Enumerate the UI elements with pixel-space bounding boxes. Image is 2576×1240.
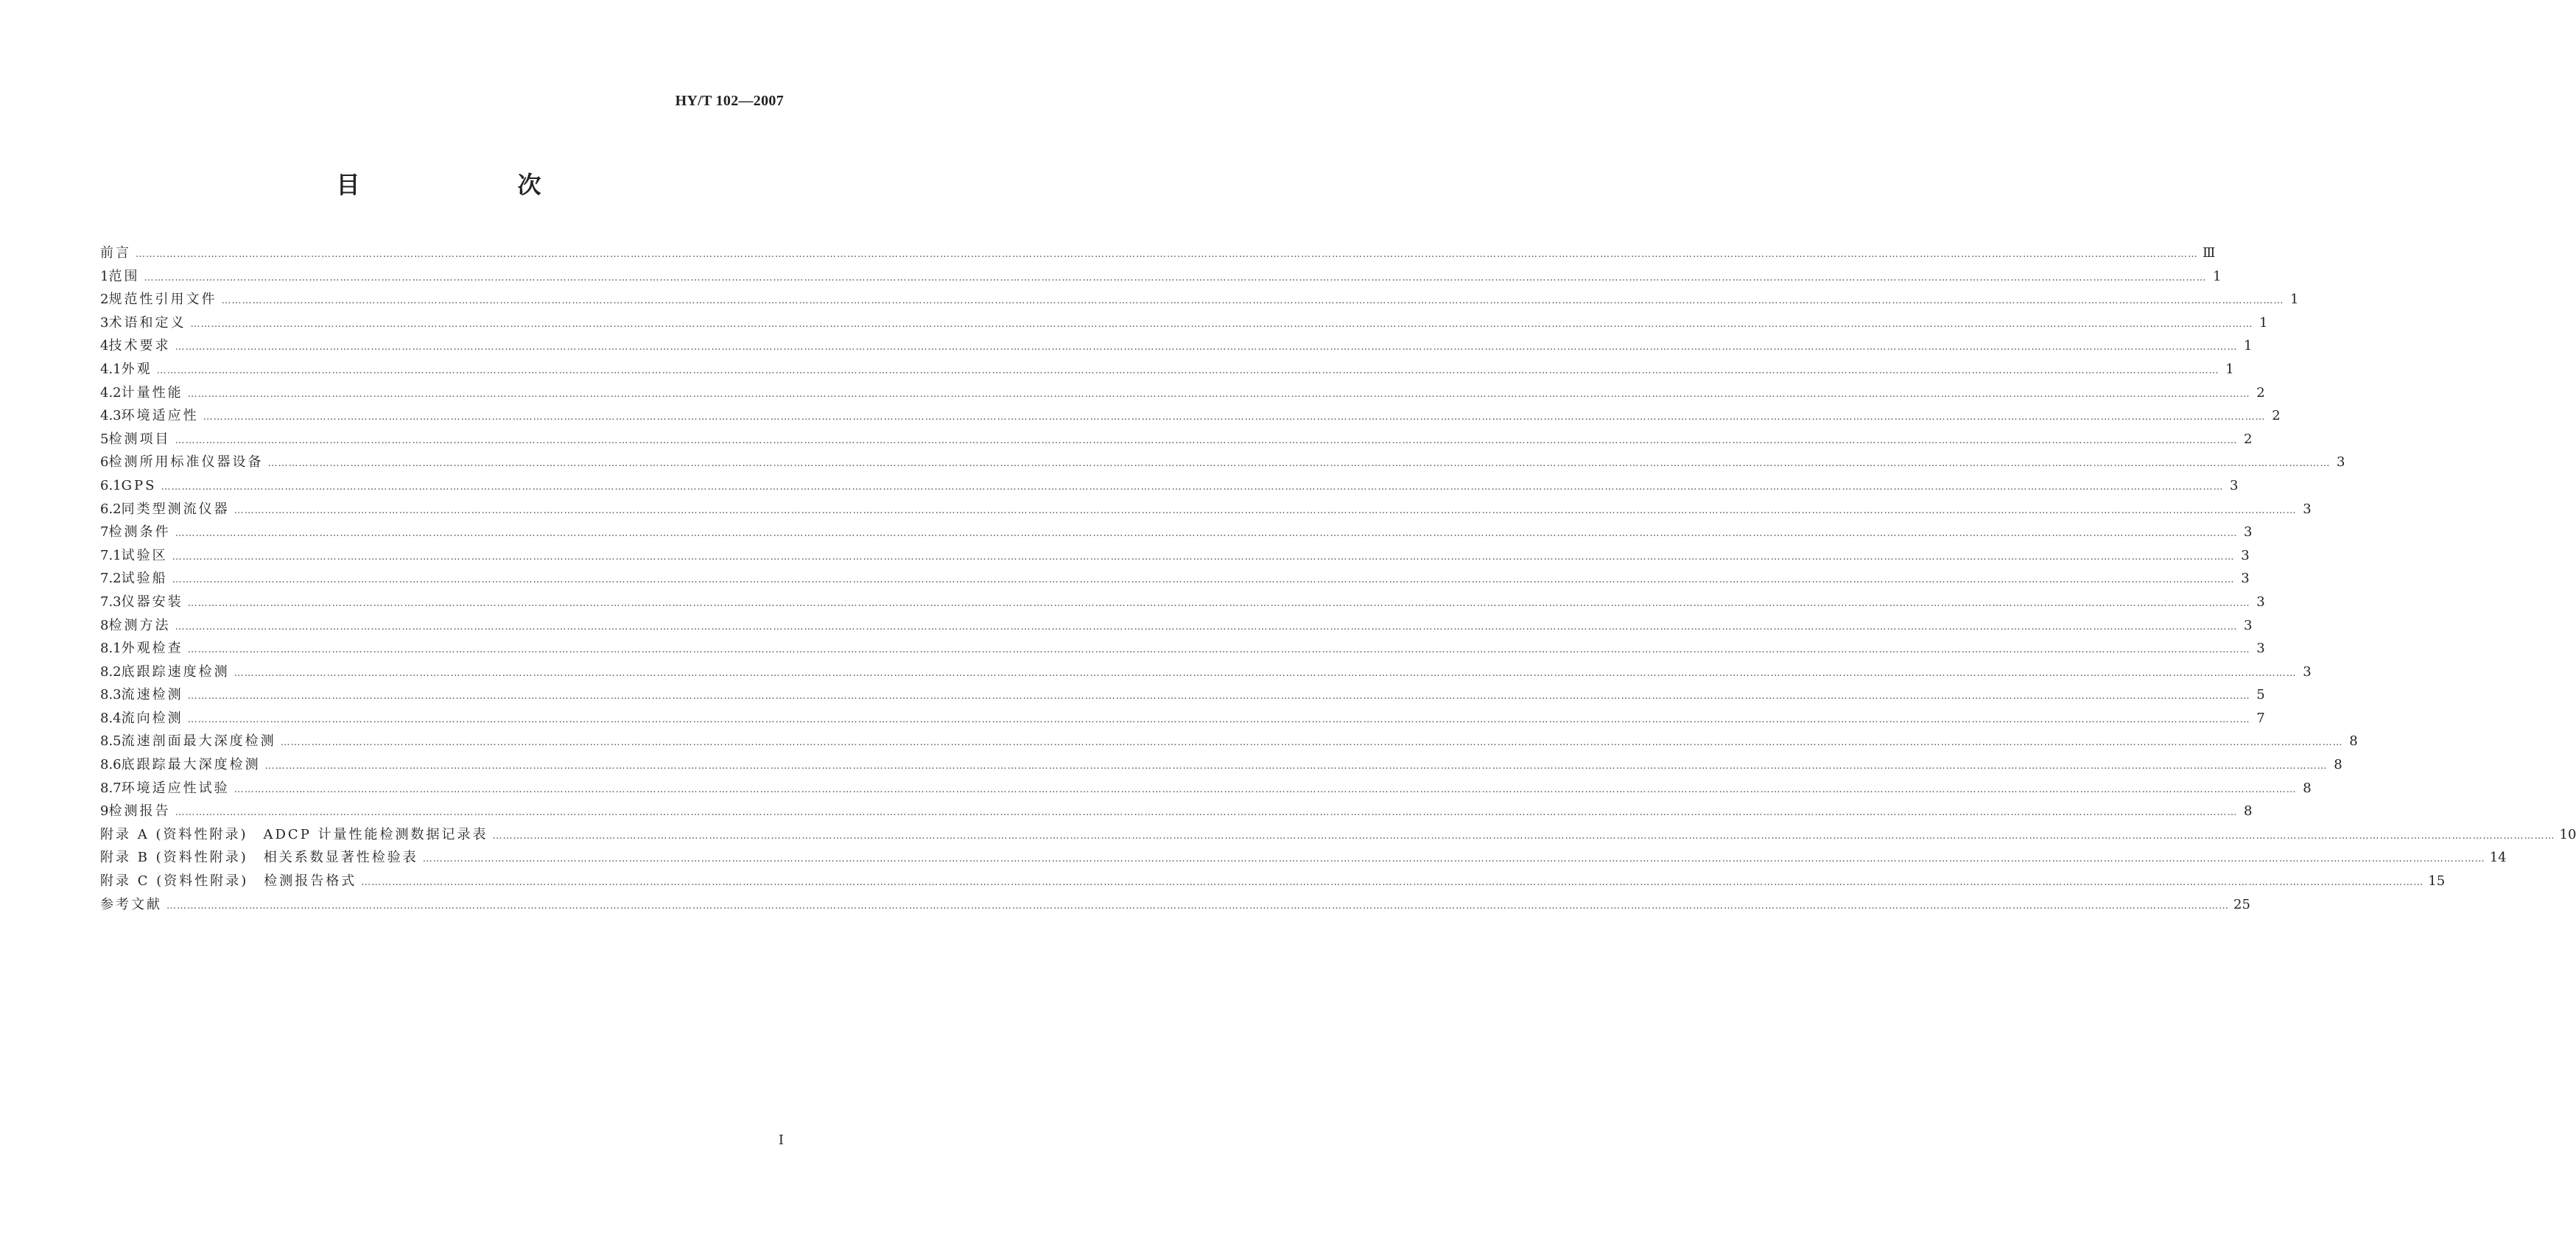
toc-entry[interactable]	[100, 753, 2342, 777]
toc-entry-number: 4.2	[100, 384, 122, 401]
toc-entry-number: 3	[100, 314, 109, 331]
toc-entry-title: 检测所用标准仪器设备	[108, 454, 264, 471]
toc-entry[interactable]	[100, 637, 2265, 660]
toc-entry-title: 计量性能	[121, 384, 183, 401]
toc-entry[interactable]	[100, 870, 2446, 893]
toc-entry-number: 7	[100, 524, 109, 540]
toc-entry-number: 4.1	[100, 361, 122, 377]
toc-entry-number: 8.7	[100, 780, 122, 796]
toc-leader-dots: ……………………………………………………………………………………………………………………………………………………………………………………………………………………………………………………………………………………………………………………………………………………………………………………………………………………………………………………………………………………………………………………………………………………	[187, 714, 2250, 725]
toc-entry-title: 外观	[121, 361, 152, 377]
toc-entry[interactable]	[100, 358, 2234, 381]
toc-entry[interactable]	[100, 777, 2312, 800]
toc-leader-dots: ……………………………………………………………………………………………………………………………………………………………………………………………………………………………………………………………………………………………………………………………………………………………………………………………………………………………………………………………………………………………………………………………………………………	[187, 644, 2250, 656]
toc-entry-page: 3	[2337, 454, 2345, 471]
toc-entry[interactable]	[100, 381, 2265, 405]
toc-leader-dots: ……………………………………………………………………………………………………………………………………………………………………………………………………………………………………………………………………………………………………………………………………………………………………………………………………………………………………………………………………………………………………………………………………………………	[267, 458, 2331, 470]
toc-leader-dots: ……………………………………………………………………………………………………………………………………………………………………………………………………………………………………………………………………………………………………………………………………………………………………………………………………………………………………………………………………………………………………………………………………………………	[136, 249, 2198, 260]
toc-entry-page: 2	[2244, 431, 2253, 447]
toc-entry-number: 4.3	[100, 408, 122, 424]
toc-entry-page: 3	[2256, 593, 2265, 610]
toc-entry-title: 试验区	[121, 547, 168, 563]
toc-entry[interactable]	[100, 683, 2265, 707]
toc-entry-title: 流向检测	[121, 710, 183, 726]
toc-entry-page: 1	[2213, 268, 2222, 284]
toc-leader-dots: ……………………………………………………………………………………………………………………………………………………………………………………………………………………………………………………………………………………………………………………………………………………………………………………………………………………………………………………………………………………………………………………………………………………	[172, 574, 2235, 586]
toc-entry-title: 流速检测	[121, 687, 183, 703]
toc-entry[interactable]	[100, 823, 2576, 847]
toc-entry[interactable]	[100, 544, 2250, 568]
toc-entry-title: 检测报告	[108, 803, 171, 820]
toc-entry[interactable]	[100, 800, 2253, 823]
toc-entry-page: 1	[2244, 338, 2253, 354]
toc-entry[interactable]	[100, 474, 2239, 498]
toc-leader-dots: ……………………………………………………………………………………………………………………………………………………………………………………………………………………………………………………………………………………………………………………………………………………………………………………………………………………………………………………………………………………………………………………………………………………	[234, 783, 2297, 795]
toc-entry-number: 8.3	[100, 687, 122, 703]
toc-entry-page: 7	[2256, 710, 2265, 726]
toc-leader-dots: ……………………………………………………………………………………………………………………………………………………………………………………………………………………………………………………………………………………………………………………………………………………………………………………………………………………………………………………………………………………………………………………………………………………	[172, 551, 2235, 563]
toc-entry-number: 1	[100, 268, 109, 284]
toc-entry[interactable]	[100, 730, 2358, 753]
toc-entry[interactable]	[100, 660, 2312, 684]
toc-entry-title: 技术要求	[108, 338, 171, 354]
toc-leader-dots: ……………………………………………………………………………………………………………………………………………………………………………………………………………………………………………………………………………………………………………………………………………………………………………………………………………………………………………………………………………………………………………………………………………………	[175, 528, 2238, 540]
table-of-contents	[100, 242, 2576, 916]
toc-entry-page: 1	[2259, 314, 2268, 331]
toc-entry-number: 8.4	[100, 710, 122, 726]
toc-entry-title: 前言	[100, 245, 131, 261]
toc-entry-title: 规范性引用文件	[108, 292, 217, 308]
toc-leader-dots: ……………………………………………………………………………………………………………………………………………………………………………………………………………………………………………………………………………………………………………………………………………………………………………………………………………………………………………………………………………………………………………………………………………………	[144, 272, 2207, 283]
toc-leader-dots: ……………………………………………………………………………………………………………………………………………………………………………………………………………………………………………………………………………………………………………………………………………………………………………………………………………………………………………………………………………………………………………………………………………………	[175, 434, 2238, 446]
toc-entry-page: 5	[2256, 687, 2265, 703]
toc-leader-dots: ……………………………………………………………………………………………………………………………………………………………………………………………………………………………………………………………………………………………………………………………………………………………………………………………………………………………………………………………………………………………………………………………………………………	[422, 853, 2485, 865]
toc-entry-number: 2	[100, 292, 109, 308]
toc-leader-dots: ……………………………………………………………………………………………………………………………………………………………………………………………………………………………………………………………………………………………………………………………………………………………………………………………………………………………………………………………………………………………………………………………………………………	[264, 761, 2328, 772]
toc-entry-title: 流速剖面最大深度检测	[121, 733, 276, 750]
toc-entry-title: 附录 C (资料性附录) 检测报告格式	[100, 873, 357, 890]
toc-leader-dots: ……………………………………………………………………………………………………………………………………………………………………………………………………………………………………………………………………………………………………………………………………………………………………………………………………………………………………………………………………………………………………………………………………………………	[203, 412, 2266, 423]
toc-leader-dots: ……………………………………………………………………………………………………………………………………………………………………………………………………………………………………………………………………………………………………………………………………………………………………………………………………………………………………………………………………………………………………………………………………………………	[187, 388, 2250, 400]
toc-entry-page: 8	[2244, 803, 2253, 820]
toc-entry-page: 1	[2225, 361, 2234, 377]
toc-leader-dots: ……………………………………………………………………………………………………………………………………………………………………………………………………………………………………………………………………………………………………………………………………………………………………………………………………………………………………………………………………………………………………………………………………………………	[280, 737, 2343, 749]
toc-entry-title: GPS	[121, 477, 157, 493]
toc-entry-page: 8	[2303, 780, 2312, 796]
toc-entry-title: 附录 A (资料性附录) ADCP 计量性能检测数据记录表	[100, 826, 488, 842]
toc-entry[interactable]	[100, 242, 2216, 265]
toc-entry-number: 5	[100, 431, 109, 447]
toc-entry-number: 7.2	[100, 571, 122, 587]
toc-entry-title: 参考文献	[100, 896, 162, 912]
toc-leader-dots: ……………………………………………………………………………………………………………………………………………………………………………………………………………………………………………………………………………………………………………………………………………………………………………………………………………………………………………………………………………………………………………………………………………………	[175, 621, 2238, 633]
toc-entry-title: 试验船	[121, 571, 168, 587]
toc-entry-title: 同类型测流仪器	[121, 501, 230, 517]
toc-entry-number: 8.2	[100, 663, 122, 680]
toc-entry-title: 环境适应性试验	[121, 780, 230, 796]
toc-entry-number: 7.1	[100, 547, 122, 563]
toc-entry-number: 7.3	[100, 593, 122, 610]
toc-leader-dots: ……………………………………………………………………………………………………………………………………………………………………………………………………………………………………………………………………………………………………………………………………………………………………………………………………………………………………………………………………………………………………………………………………………………	[190, 318, 2253, 330]
standard-code: HY/T 102—2007	[675, 93, 784, 109]
toc-entry[interactable]	[100, 265, 2222, 289]
toc-entry-title: 外观检查	[121, 641, 183, 657]
toc-entry-number: 6	[100, 454, 109, 471]
toc-leader-dots: ……………………………………………………………………………………………………………………………………………………………………………………………………………………………………………………………………………………………………………………………………………………………………………………………………………………………………………………………………………………………………………………………………………………	[156, 364, 2219, 376]
toc-entry-number: 6.1	[100, 477, 122, 493]
toc-entry[interactable]	[100, 498, 2312, 521]
toc-entry[interactable]	[100, 846, 2507, 870]
toc-entry-page: 8	[2349, 733, 2358, 750]
toc-entry-page: 3	[2230, 477, 2239, 493]
toc-leader-dots: ……………………………………………………………………………………………………………………………………………………………………………………………………………………………………………………………………………………………………………………………………………………………………………………………………………………………………………………………………………………………………………………………………………………	[187, 597, 2250, 609]
toc-entry-title: 底跟踪最大深度检测	[121, 757, 261, 773]
toc-entry[interactable]	[100, 591, 2265, 614]
toc-entry-page: 3	[2256, 641, 2265, 657]
toc-entry-title: 环境适应性	[121, 408, 199, 424]
toc-leader-dots: ……………………………………………………………………………………………………………………………………………………………………………………………………………………………………………………………………………………………………………………………………………………………………………………………………………………………………………………………………………………………………………………………………………………	[175, 342, 2238, 353]
toc-entry-number: 8.6	[100, 757, 122, 773]
toc-entry-number: 8	[100, 617, 109, 633]
toc-entry-title: 术语和定义	[108, 314, 186, 331]
toc-entry[interactable]	[100, 428, 2253, 451]
toc-entry-number: 9	[100, 803, 109, 820]
toc-entry[interactable]	[100, 451, 2345, 474]
toc-leader-dots: ……………………………………………………………………………………………………………………………………………………………………………………………………………………………………………………………………………………………………………………………………………………………………………………………………………………………………………………………………………………………………………………………………………………	[492, 830, 2555, 842]
toc-entry-title: 底跟踪速度检测	[121, 663, 230, 680]
toc-entry[interactable]	[100, 893, 2250, 917]
toc-entry-page: 3	[2303, 501, 2312, 517]
toc-leader-dots: ……………………………………………………………………………………………………………………………………………………………………………………………………………………………………………………………………………………………………………………………………………………………………………………………………………………………………………………………………………………………………………………………………………………	[161, 481, 2224, 493]
toc-entry[interactable]	[100, 707, 2265, 730]
toc-leader-dots: ……………………………………………………………………………………………………………………………………………………………………………………………………………………………………………………………………………………………………………………………………………………………………………………………………………………………………………………………………………………………………………………………………………………	[166, 900, 2229, 912]
toc-entry-page: 10	[2559, 826, 2576, 842]
toc-entry-title: 仪器安装	[121, 593, 183, 610]
toc-entry-number: 8.5	[100, 733, 122, 750]
toc-entry-page: 3	[2244, 617, 2253, 633]
toc-entry[interactable]	[100, 288, 2299, 311]
page-title: 目 次	[336, 171, 578, 199]
toc-entry[interactable]	[100, 521, 2253, 544]
toc-entry-page: 3	[2244, 524, 2253, 540]
toc-entry-page: 25	[2233, 896, 2250, 912]
toc-entry-title: 检测条件	[108, 524, 171, 540]
toc-entry-page: 1	[2290, 292, 2299, 308]
toc-entry-page: 3	[2241, 547, 2250, 563]
page-number: Ⅰ	[778, 1132, 784, 1147]
toc-leader-dots: ……………………………………………………………………………………………………………………………………………………………………………………………………………………………………………………………………………………………………………………………………………………………………………………………………………………………………………………………………………………………………………………………………………………	[187, 691, 2250, 702]
toc-entry-title: 检测项目	[108, 431, 171, 447]
toc-entry-title: 范围	[108, 268, 140, 284]
toc-entry-number: 6.2	[100, 501, 122, 517]
toc-entry-page: 8	[2334, 757, 2342, 773]
toc-entry-page: 2	[2256, 384, 2265, 401]
toc-entry-page: 3	[2303, 663, 2312, 680]
toc-entry-page: 15	[2428, 873, 2446, 890]
toc-entry[interactable]	[100, 614, 2253, 638]
toc-entry-title: 检测方法	[108, 617, 171, 633]
toc-entry[interactable]	[100, 334, 2253, 358]
toc-entry-page: 3	[2241, 571, 2250, 587]
toc-entry-page: 14	[2489, 850, 2507, 866]
toc-leader-dots: ……………………………………………………………………………………………………………………………………………………………………………………………………………………………………………………………………………………………………………………………………………………………………………………………………………………………………………………………………………………………………………………………………………………	[234, 667, 2297, 679]
toc-entry-number: 4	[100, 338, 109, 354]
toc-entry-title: 附录 B (资料性附录) 相关系数显著性检验表	[100, 850, 418, 866]
toc-leader-dots: ……………………………………………………………………………………………………………………………………………………………………………………………………………………………………………………………………………………………………………………………………………………………………………………………………………………………………………………………………………………………………………………………………………………	[234, 504, 2297, 516]
toc-entry-page: 2	[2272, 408, 2281, 424]
toc-entry[interactable]	[100, 404, 2281, 428]
toc-leader-dots: ……………………………………………………………………………………………………………………………………………………………………………………………………………………………………………………………………………………………………………………………………………………………………………………………………………………………………………………………………………………………………………………………………………………	[361, 877, 2424, 889]
toc-entry[interactable]	[100, 311, 2268, 335]
toc-entry[interactable]	[100, 567, 2250, 591]
toc-leader-dots: ……………………………………………………………………………………………………………………………………………………………………………………………………………………………………………………………………………………………………………………………………………………………………………………………………………………………………………………………………………………………………………………………………………………	[175, 807, 2238, 819]
toc-leader-dots: ……………………………………………………………………………………………………………………………………………………………………………………………………………………………………………………………………………………………………………………………………………………………………………………………………………………………………………………………………………………………………………………………………………………	[221, 295, 2284, 307]
toc-entry-page: Ⅲ	[2203, 245, 2216, 261]
toc-entry-number: 8.1	[100, 641, 122, 657]
